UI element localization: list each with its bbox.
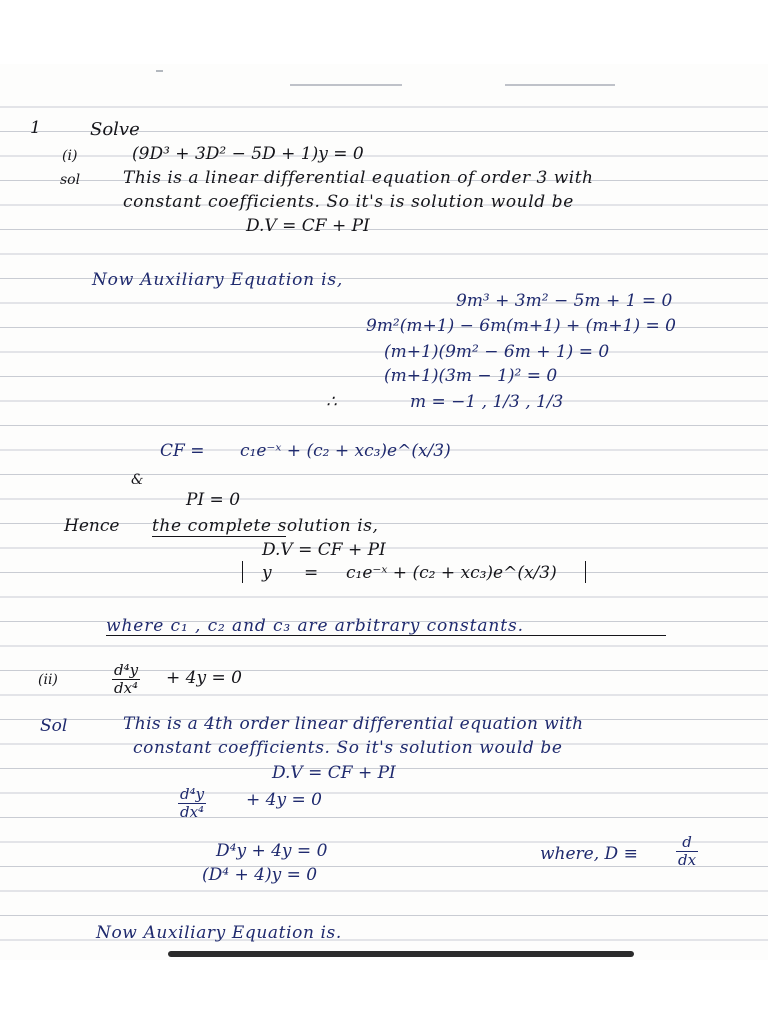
part-ii-step-num: d⁴y (180, 785, 205, 803)
part-ii-solution-form: D.V = CF + PI (272, 763, 396, 783)
cf-value: c₁e⁻ˣ + (c₂ + xc₃)e^(x/3) (240, 441, 451, 461)
therefore-symbol: ∴ (326, 392, 337, 412)
part-ii-sol-label: Sol (40, 716, 68, 736)
part-ii-derivative-step (178, 786, 206, 821)
constants-note: where c₁ , c₂ and c₃ are arbitrary constants. (106, 616, 524, 636)
hence-underline (152, 536, 286, 537)
cf-label: CF = (160, 441, 205, 461)
operator-definition: where, D ≡ (540, 844, 638, 864)
part-i-solution-form: D.V = CF + PI (246, 216, 370, 236)
question-heading: Solve (90, 119, 140, 140)
constants-underline (106, 635, 666, 636)
handwritten-solution (0, 64, 768, 960)
part-i-equation: (9D³ + 3D² − 5D + 1)y = 0 (132, 144, 364, 164)
part-ii-intro-line-1: This is a 4th order linear differential equation with (123, 714, 584, 734)
hence-text: the complete solution is, (152, 516, 379, 536)
complete-solution-form: D.V = CF + PI (262, 540, 386, 560)
hence-word: Hence (64, 516, 120, 536)
part-i-sol-label: sol (60, 172, 81, 188)
aux-heading: Now Auxiliary Equation is, (92, 270, 344, 290)
aux-step-3: (m+1)(9m² − 6m + 1) = 0 (384, 342, 610, 362)
part-ii-derivative (112, 662, 140, 697)
part-ii-step-rest: + 4y = 0 (246, 790, 322, 810)
operator-fraction-den: dx (678, 851, 697, 869)
operator-fraction (676, 834, 698, 869)
part-ii-step-den: dx⁴ (180, 803, 205, 821)
part-ii-derivative-num: d⁴y (114, 661, 139, 679)
notebook-page (0, 64, 768, 960)
part-ii-operator-step: D⁴y + 4y = 0 (216, 841, 328, 861)
aux-step-2: 9m²(m+1) − 6m(m+1) + (m+1) = 0 (366, 316, 676, 336)
part-ii-derivative-den: dx⁴ (114, 679, 139, 697)
operator-fraction-num: d (676, 834, 698, 852)
question-number: 1 (30, 118, 41, 138)
part-ii-equation-rest: + 4y = 0 (166, 668, 242, 688)
part-i-intro-line-2: constant coefficients. So it's is solution would be (123, 192, 574, 212)
pi-line: PI = 0 (186, 490, 241, 510)
answer-equals: = (304, 563, 319, 583)
part-ii-aux-heading: Now Auxiliary Equation is. (96, 923, 342, 943)
answer-y: y (262, 563, 272, 583)
roots: m = −1 , 1/3 , 1/3 (410, 392, 564, 412)
part-ii-label: (ii) (38, 672, 58, 688)
part-ii-intro-line-2: constant coefficients. So it's solution would be (133, 738, 563, 758)
page-bottom-edge (168, 951, 634, 957)
aux-step-4: (m+1)(3m − 1)² = 0 (384, 366, 558, 386)
and-mark: & (131, 472, 144, 488)
part-ii-factored-step: (D⁴ + 4)y = 0 (202, 865, 318, 885)
answer-value: c₁e⁻ˣ + (c₂ + xc₃)e^(x/3) (346, 563, 557, 583)
part-i-intro-line-1: This is a linear differential equation of order 3 with (123, 168, 594, 188)
aux-step-1: 9m³ + 3m² − 5m + 1 = 0 (456, 291, 673, 311)
part-i-label: (i) (62, 148, 78, 164)
